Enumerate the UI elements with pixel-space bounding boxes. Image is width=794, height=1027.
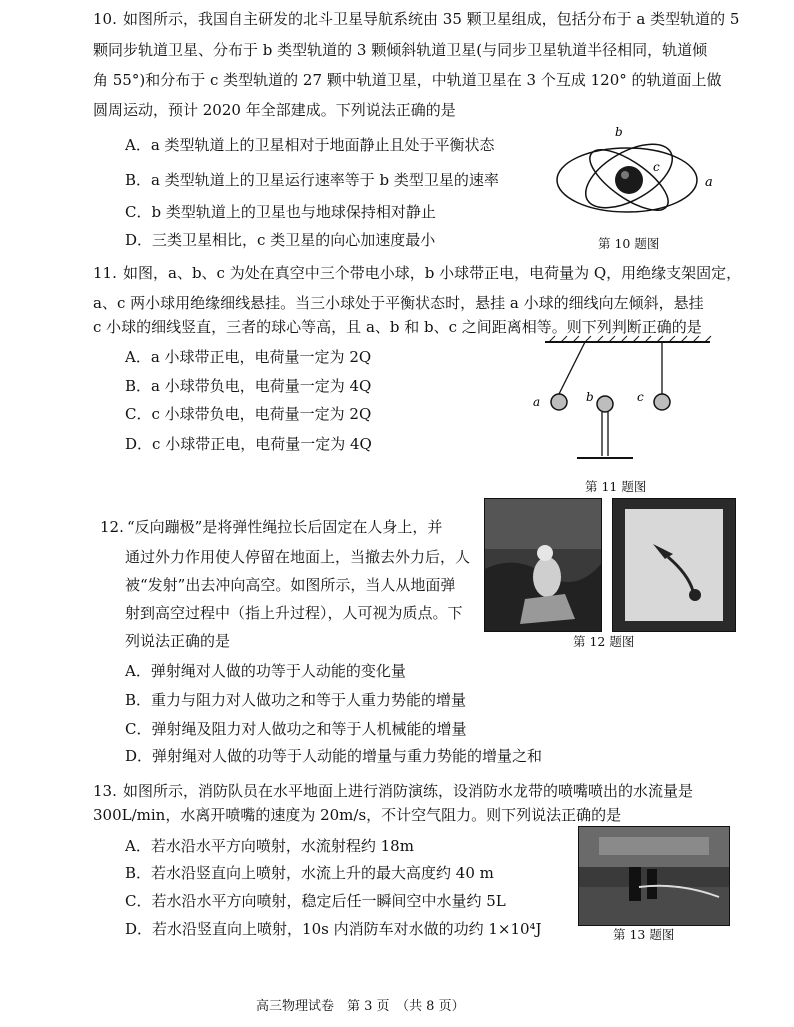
q13-option-d: D．若水沿竖直向上喷射，10s 内消防车对水做的功约 1×10⁴J [125,920,542,938]
ball-c [654,394,670,410]
q11-stem-line-2: a、c 两小球用绝缘细线悬挂。当三小球处于平衡状态时，悬挂 a 小球的细线向左倾斜，悬挂 [93,294,704,312]
q10-stem-line-3: 角 55°)和分布于 c 类型轨道的 27 颗中轨道卫星，中轨道卫星在 3 个互成 120° 的轨道面上做 [93,71,722,89]
q13-stem-line-2: 300L/min，水离开喷嘴的速度为 20m/s，不计空气阻力。则下列说法正确的是 [93,806,622,824]
q10-orbit-figure [555,118,745,238]
q10-option-c: C．b 类型轨道上的卫星也与地球保持相对静止 [125,203,436,221]
q12-stem-line-4: 射到高空过程中（指上升过程），人可视为质点。下 [125,604,463,622]
q12-stem-line-1: “反向蹦极”是将弹性绳拉长后固定在人身上，并 [127,518,443,536]
q10-label-a: a [705,175,713,190]
q11-label-c: c [637,390,644,404]
q12-caption: 第 12 题图 [573,634,635,649]
q11-number: 11. [93,264,117,282]
q12-option-b: B．重力与阻力对人做功之和等于人重力势能的增量 [125,691,467,709]
q10-stem-line-2: 颗同步轨道卫星、分布于 b 类型轨道的 3 颗倾斜轨道卫星(与同步卫星轨道半径相同，轨道倾 [93,41,708,59]
q13-number: 13. [93,782,117,800]
ball-a [551,394,567,410]
q13-option-c: C．若水沿水平方向喷射，稳定后任一瞬间空中水量约 5L [125,892,506,910]
q12-stem-line-3: 被“发射”出去冲向高空。如图所示，当人从地面弹 [125,576,456,594]
q10-label-c: c [653,160,660,174]
q11-charged-balls-figure [525,334,725,469]
q13-caption: 第 13 题图 [613,927,675,942]
q10-stem-line-4: 圆周运动，预计 2020 年全部建成。下列说法正确的是 [93,101,456,119]
q11-caption: 第 11 题图 [585,479,647,494]
q10-stem-line-1: 如图所示，我国自主研发的北斗卫星导航系统由 35 颗卫星组成，包括分布于 a 类型轨道的 5 [123,10,740,28]
q10-number: 10. [93,10,117,28]
page-footer: 高三物理试卷 第 3 页 （共 8 页） [256,999,465,1014]
q12-number: 12. [100,518,124,536]
q11-option-a: A．a 小球带正电，电荷量一定为 2Q [125,348,372,366]
q12-option-a: A．弹射绳对人做的功等于人动能的变化量 [125,662,406,680]
thread-a [559,342,585,394]
q12-stem-line-5: 列说法正确的是 [125,632,231,650]
q13-photo [578,826,730,926]
earth [615,166,643,194]
q11-stem-line-1: 如图，a、b、c 为处在真空中三个带电小球，b 小球带正电，电荷量为 Q，用绝缘支架固定， [123,264,742,282]
q11-label-b: b [586,390,594,404]
ball-b [597,396,613,412]
q12-photo-right [612,498,736,632]
q12-option-d: D．弹射绳对人做的功等于人动能的增量与重力势能的增量之和 [125,747,543,765]
q12-stem-line-2: 通过外力作用使人停留在地面上，当撤去外力后，人 [125,548,471,566]
q11-option-c: C．c 小球带负电，电荷量一定为 2Q [125,405,372,423]
q11-option-d: D．c 小球带正电，电荷量一定为 4Q [125,435,372,453]
q10-option-d: D．三类卫星相比，c 类卫星的向心加速度最小 [125,231,436,249]
q10-option-b: B．a 类型轨道上的卫星运行速率等于 b 类型卫星的速率 [125,171,499,189]
q10-caption: 第 10 题图 [598,236,660,251]
q11-option-b: B．a 小球带负电，电荷量一定为 4Q [125,377,372,395]
q13-option-a: A．若水沿水平方向喷射，水流射程约 18m [125,837,414,855]
q10-option-a: A．a 类型轨道上的卫星相对于地面静止且处于平衡状态 [125,136,495,154]
q12-option-c: C．弹射绳及阻力对人做功之和等于人机械能的增量 [125,720,467,738]
q11-stem-line-3: c 小球的细线竖直，三者的球心等高，且 a、b 和 b、c 之间距离相等。则下列判断正确的是 [93,318,702,336]
q11-label-a: a [533,395,541,409]
q12-photo-left [484,498,602,632]
q13-stem-line-1: 如图所示，消防队员在水平地面上进行消防演练，设消防水龙带的喷嘴喷出的水流量是 [123,782,694,800]
q10-label-b: b [615,125,623,139]
q13-option-b: B．若水沿竖直向上喷射，水流上升的最大高度约 40 m [125,864,494,882]
